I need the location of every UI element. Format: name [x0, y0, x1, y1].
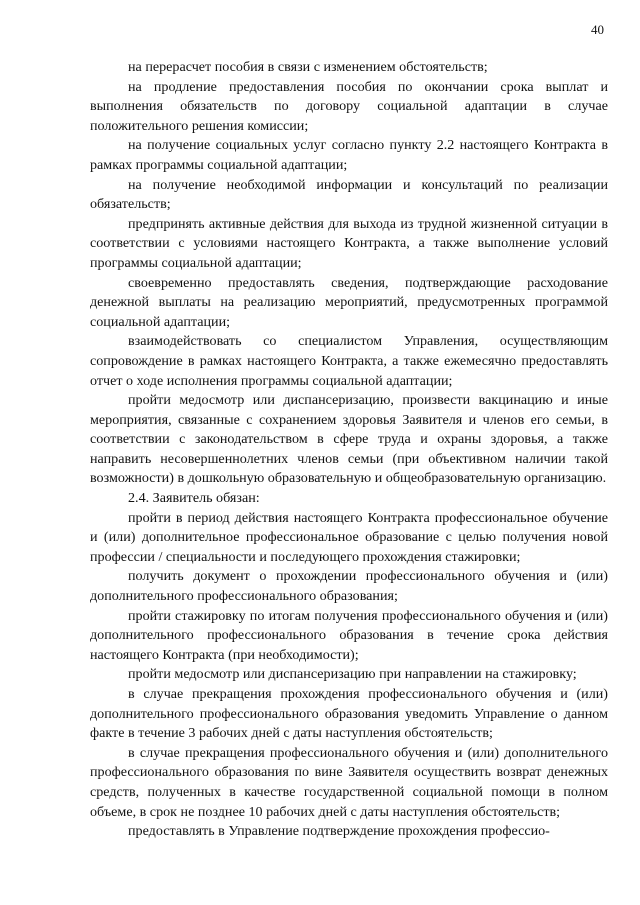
paragraph: на продление предоставления пособия по окончании срока выплат и выполнения обязательств по договору социальной адаптации в случае положительного решения комиссии; [90, 78, 608, 134]
paragraph: на получение социальных услуг согласно пункту 2.2 настоящего Контракта в рамках программы социальной адаптации; [90, 137, 608, 173]
paragraph: предоставлять в Управление подтверждение прохождения профессио- [128, 823, 550, 840]
paragraph: предпринять активные действия для выхода из трудной жизненной ситуации в соответствии с условиями настоящего Контракта, а также выполнение условий программы социальной адаптации; [90, 215, 608, 271]
paragraph: пройти медосмотр или диспансеризацию, произвести вакцинацию и иные мероприятия, связанные с сохранением здоровья Заявителя и членов его семьи, в соответствии с законодательством в сфере труда и охраны здоровья, а также направить несовершеннолетних членов семьи (при объективном наличии такой возможности) в дошкольную образовательную и общеобразовательную организацию. [90, 392, 608, 487]
paragraph: получить документ о прохождении профессионального обучения и (или) дополнительного профессионального образования; [90, 568, 608, 605]
paragraph: своевременно предоставлять сведения, подтверждающие расходование денежной выплаты на реализацию мероприятий, предусмотренных программой социальной адаптации; [90, 274, 608, 330]
paragraph: в случае прекращения прохождения профессионального обучения и (или) дополнительного профессионального образования уведомить Управление о данном факте в течение 3 рабочих дней с даты наступления обстоятельств; [90, 686, 608, 742]
page-number: 40 [591, 22, 604, 37]
paragraph: на получение необходимой информации и консультаций по реализации обязательств; [90, 176, 608, 213]
paragraph: взаимодействовать со специалистом Управления, осуществляющим сопровождение в рамках настоящего Контракта, а также ежемесячно предоставлять отчет о ходе исполнения программы социальной адаптации; [90, 333, 608, 389]
section-heading: 2.4. Заявитель обязан: [128, 490, 260, 507]
paragraph: на перерасчет пособия в связи с изменением обстоятельств; [128, 59, 488, 75]
body-text [90, 58, 608, 842]
paragraph: в случае прекращения профессионального обучения и (или) дополнительного профессионального образования по вине Заявителя осуществить возврат денежных средств, полученных в качестве государственной социальной помощи в полном объеме, в срок не позднее 10 рабочих дней с даты наступления обстоятельств; [90, 744, 608, 820]
paragraph: пройти в период действия настоящего Контракта профессиональное обучение и (или) дополнительное профессиональное образование с целью получения новой профессии / специальности и последующего прохождения стажировки; [90, 509, 608, 565]
paragraph: пройти стажировку по итогам получения профессионального обучения и (или) дополнительного профессионального образования в течение срока действия настоящего Контракта (при необходимости); [90, 607, 608, 663]
paragraph: пройти медосмотр или диспансеризацию при направлении на стажировку; [128, 666, 577, 683]
